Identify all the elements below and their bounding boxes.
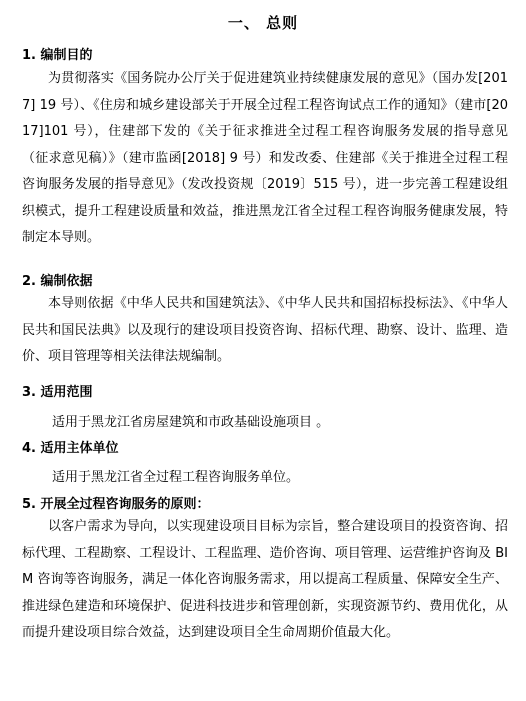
section-body-scope: 适用于黑龙江省房屋建筑和市政基础设施项目 。 [52, 415, 330, 430]
section-heading-purpose: 1. 编制目的 [22, 48, 93, 63]
section-heading-basis: 2. 编制依据 [22, 274, 93, 289]
section-heading-principles: 5. 开展全过程咨询服务的原则： [22, 497, 210, 512]
section-heading-subject: 4. 适用主体单位 [22, 441, 119, 456]
section-body-basis: 本导则依据《中华人民共和国建筑法》、《中华人民共和国招标投标法》、《中华人民共和国民法典》以及现行的建设项目投资咨询、招标代理、勘察、设计、监理、造价、项目管理等相关法律法规编制。 [22, 296, 508, 364]
section-body-principles: 以客户需求为导向，以实现建设项目目标为宗旨，整合建设项目的投资咨询、招标代理、工程勘察、工程设计、工程监理、造价咨询、项目管理、运营维护咨询及 BIM 咨询等咨询服务，满足一体化咨询服务需求，用以提高工程质量、保障安全生产、推进绿色建造和环境保护、促进科技进步和管理创新，实现资源节约、费用优化，从而提升建设项目综合效益，达到建设项目全生命周期价值最大化。 [22, 519, 508, 640]
section-body-purpose: 为贯彻落实《国务院办公厅关于促进建筑业持续健康发展的意见》（国办发[2017] 19 号）、《住房和城乡建设部关于开展全过程工程咨询试点工作的通知》（建市[2017]101 号），住建部下发的《关于征求推进全过程工程咨询服务发展的指导意见（征求意见稿）》（建市监函[2018] 9 号）和发改委、住建部《关于推进全过程工程咨询服务发展的指导意见》（发改投资规〔2019〕515 号），进一步完善工程建设组织模式，提升工程建设质量和效益，推进黑龙江省全过程工程咨询服务健康发展，特制定本导则。 [22, 71, 508, 245]
section-body-subject: 适用于黑龙江省全过程工程咨询服务单位。 [52, 470, 300, 485]
section-heading-scope: 3. 适用范围 [22, 385, 93, 400]
page-title: 一、 总则 [227, 14, 299, 32]
